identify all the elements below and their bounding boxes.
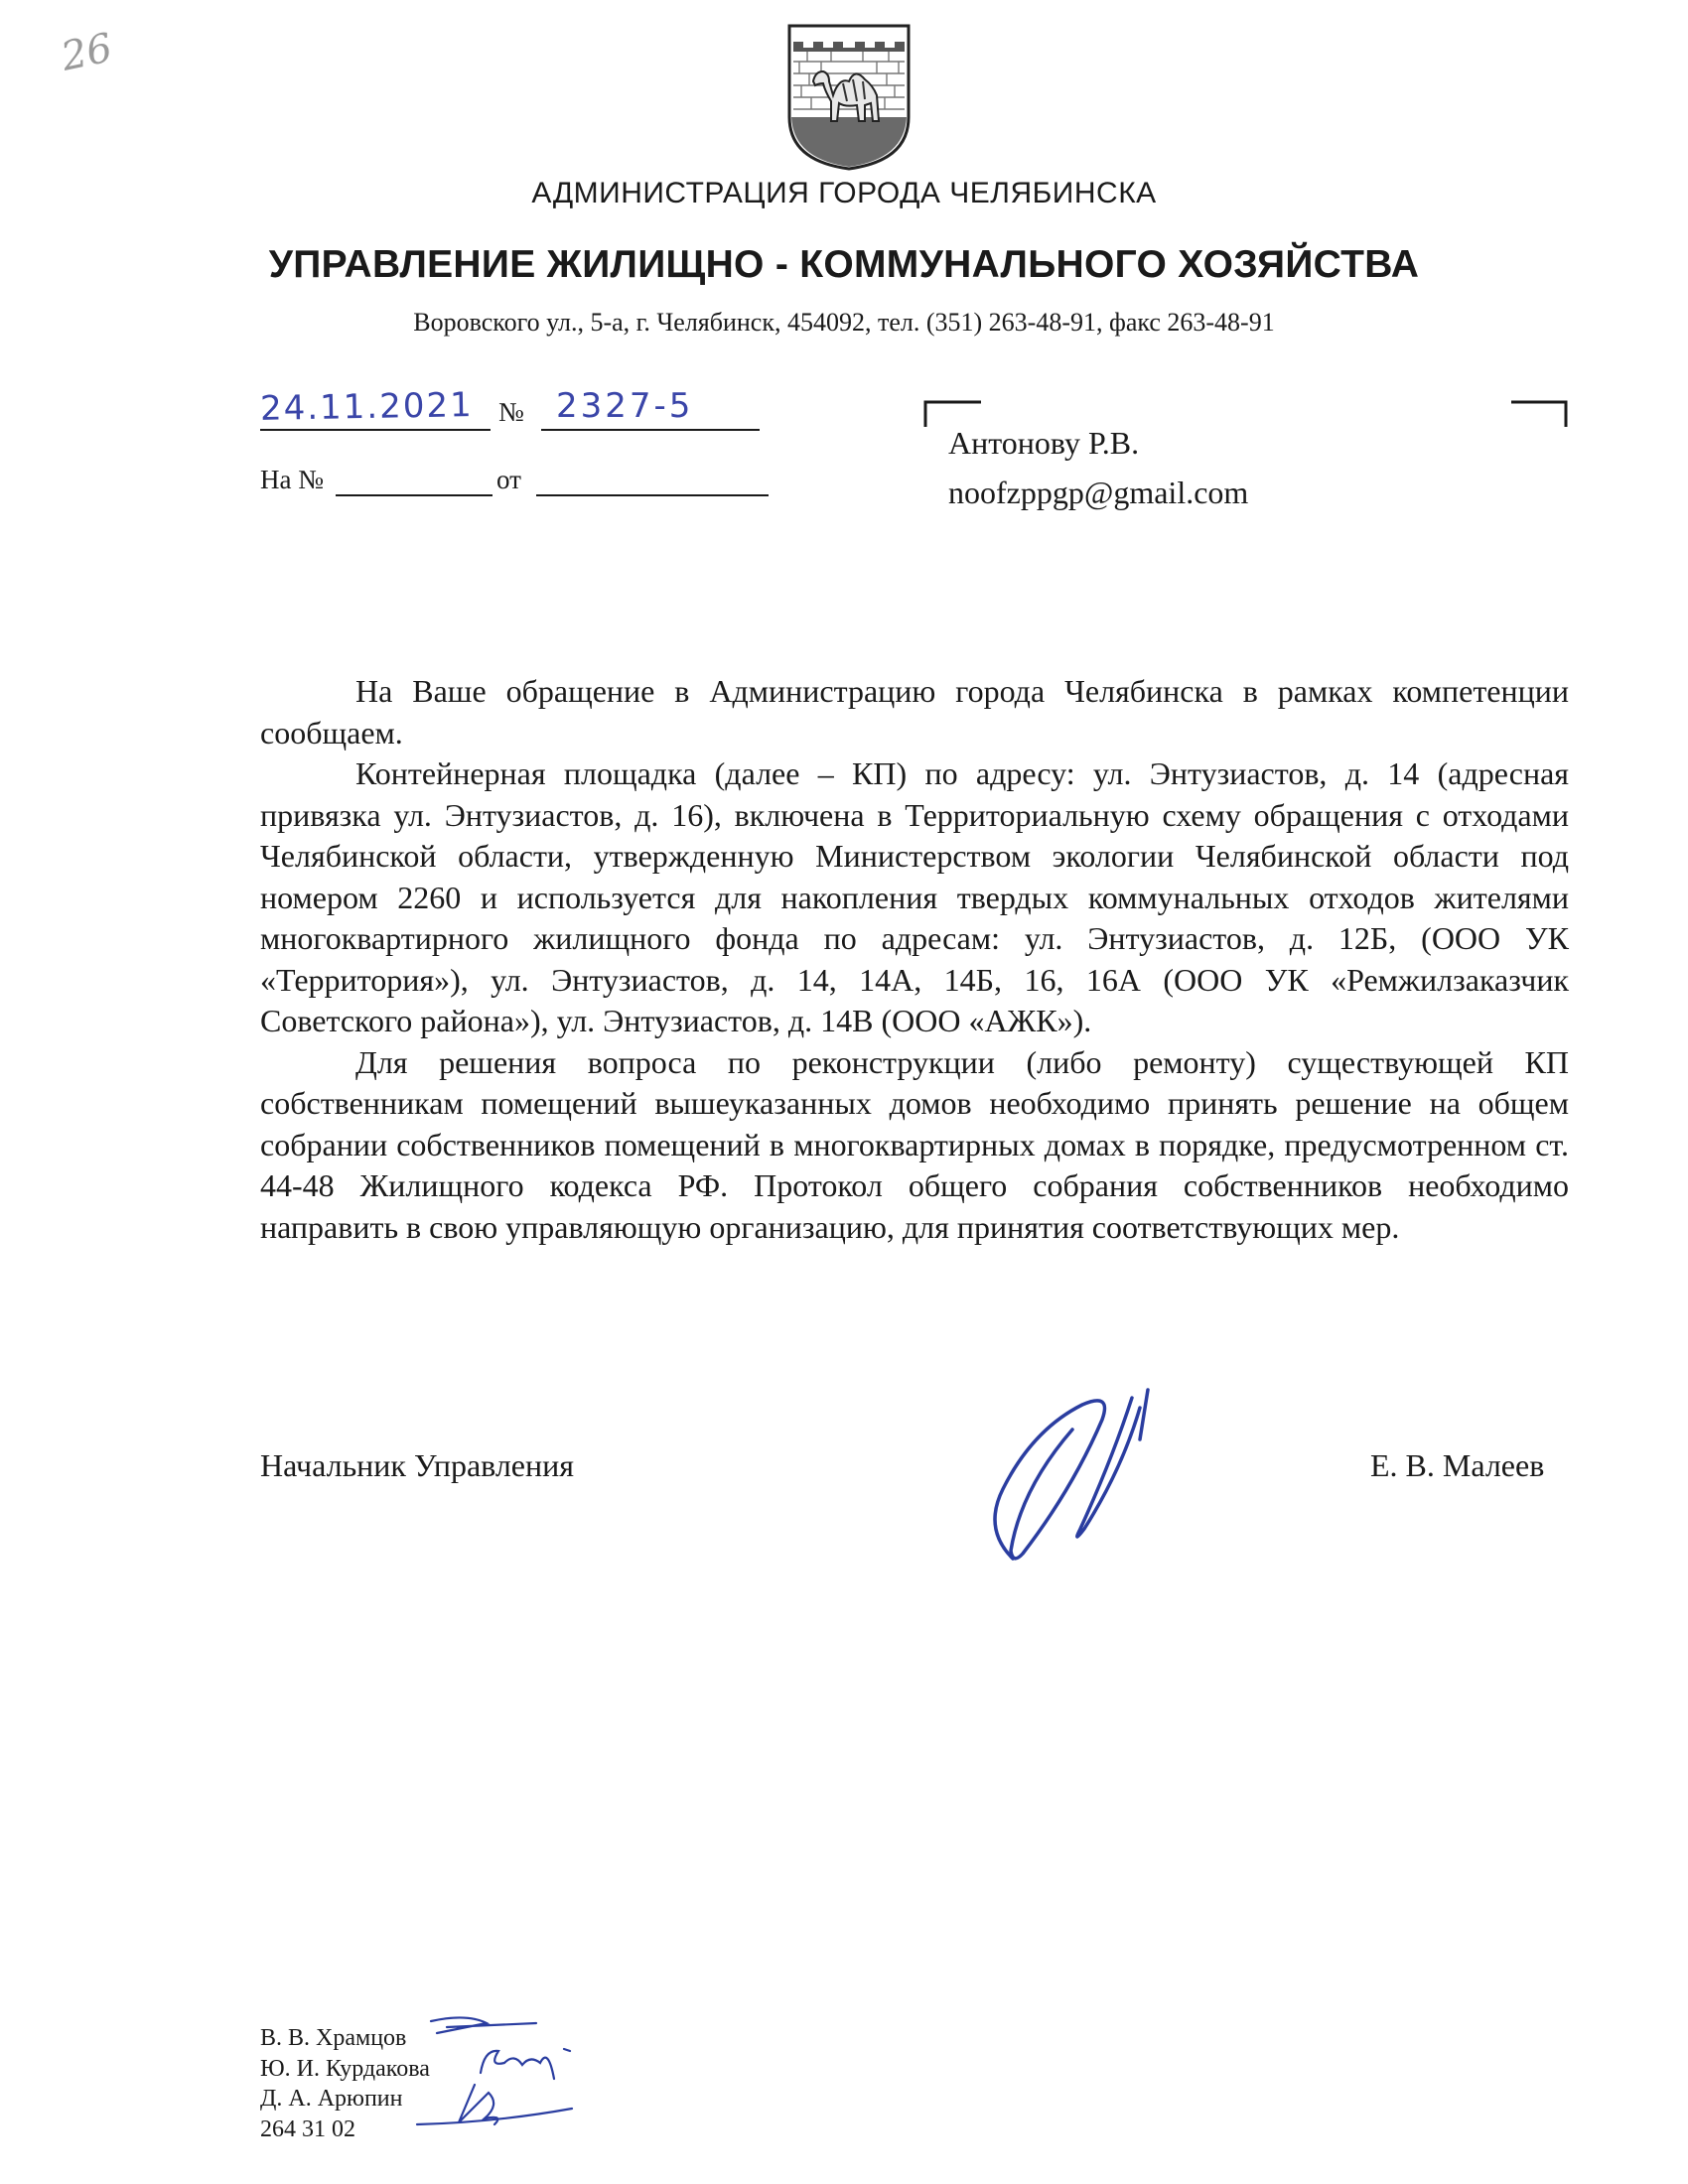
body-paragraph: На Ваше обращение в Администрацию города Челябинска в рамках компетенции сообщаем. <box>260 673 1569 751</box>
handwritten-signature <box>973 1380 1192 1569</box>
reply-number-line <box>336 494 492 496</box>
executor-name: Д. А. Арюпин <box>260 2086 403 2112</box>
approval-initials-3 <box>415 2079 574 2128</box>
city-emblem-icon <box>785 22 913 171</box>
addressee-bracket-right <box>1509 399 1569 429</box>
signatory-title: Начальник Управления <box>260 1447 574 1483</box>
department-address: Воровского ул., 5-а, г. Челябинск, 454092, тел. (351) 263-48-91, факс 263-48-91 <box>413 308 1275 337</box>
reply-from-line <box>536 494 769 496</box>
outgoing-date: 24.11.2021 <box>259 385 475 429</box>
organization-administration: АДМИНИСТРАЦИЯ ГОРОДА ЧЕЛЯБИНСКА <box>531 177 1157 209</box>
date-line <box>260 429 491 431</box>
corner-note: 26 <box>57 25 117 80</box>
outgoing-number: 2327-5 <box>556 386 694 426</box>
body-paragraph: Для решения вопроса по реконструкции (либо ремонту) существующей КП собственникам помещений вышеуказанных домов необходимо принять решение на общем собрании собственников помещений в многоквартирных домах в порядке, предусмотренном ст. 44-48 Жилищного кодекса РФ. Протокол общего собрания собственников необходимо направить в свою управляющую организацию, для принятия соответствующих мер. <box>260 1043 1569 1245</box>
approval-initials-2 <box>475 2043 594 2083</box>
approval-initials-1 <box>427 2011 546 2041</box>
executors-block <box>260 2023 430 2144</box>
department-title: УПРАВЛЕНИЕ ЖИЛИЩНО - КОММУНАЛЬНОГО ХОЗЯЙСТВА <box>268 243 1420 286</box>
executor-name: Ю. И. Курдакова <box>260 2055 430 2082</box>
letter-body <box>260 671 1569 1248</box>
number-line <box>541 429 760 431</box>
number-label: № <box>498 397 524 427</box>
executor-name: В. В. Храмцов <box>260 2025 407 2051</box>
executor-phone: 264 31 02 <box>260 2116 355 2142</box>
body-paragraph: Контейнерная площадка (далее – КП) по адресу: ул. Энтузиастов, д. 14 (адресная привязка ул. Энтузиастов, д. 16), включена в Территориальную схему обращения с отходами Челябинской области, утвержденную Министерством экологии Челябинской области под номером 2260 и используется для накопления твердых коммунальных отходов жителями многоквартирного жилищного фонда по адресам: ул. Энтузиастов, д. 12Б, (ООО УК «Территория»), ул. Энтузиастов, д. 14, 14А, 14Б, 16, 16А (ООО УК «Ремжилзаказчик Советского района»), ул. Энтузиастов, д. 14В (ООО «АЖК»). <box>260 755 1569 1038</box>
signatory-name: Е. В. Малеев <box>1370 1447 1545 1483</box>
addressee-name: Антонову Р.В. <box>948 425 1140 461</box>
reply-from-label: от <box>496 465 521 494</box>
reply-number-label: На № <box>260 465 324 494</box>
addressee-email: noofzppgp@gmail.com <box>948 475 1249 510</box>
